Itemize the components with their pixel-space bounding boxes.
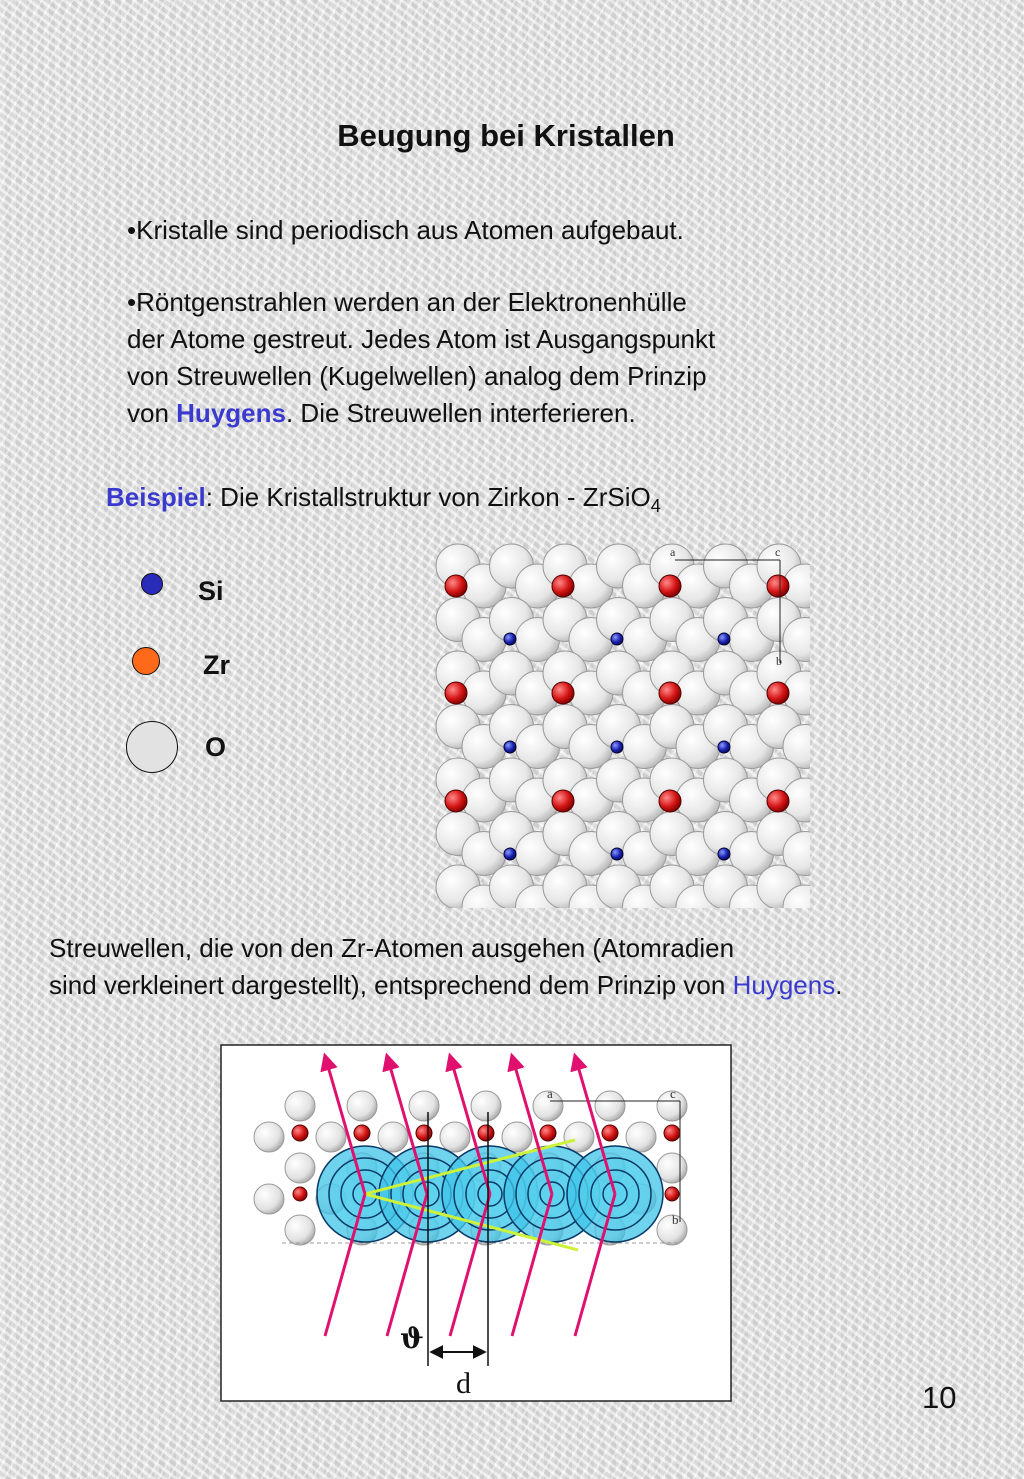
oxygen-atom — [378, 1122, 408, 1152]
distance-d-label: d — [456, 1367, 471, 1400]
zr-atom — [659, 790, 681, 812]
bullet-xray-scattering — [127, 284, 715, 432]
oxygen-atom — [254, 1122, 284, 1152]
o-legend-dot — [126, 721, 178, 773]
zr-atom — [478, 1125, 494, 1141]
oxygen-atom — [347, 1091, 377, 1121]
huygens-highlight: Huygens — [176, 398, 286, 428]
zr-atom — [445, 575, 467, 597]
oxygen-atom — [440, 1122, 470, 1152]
zr-atom — [416, 1125, 432, 1141]
zr-atom — [664, 1125, 680, 1141]
page-title: Beugung bei Kristallen — [337, 118, 675, 153]
zr-atom — [540, 1125, 556, 1141]
para2-line1: Streuwellen, die von den Zr-Atomen ausgehen (Atomradien — [49, 933, 735, 963]
bullet2-line4-pre: von — [127, 398, 177, 428]
page-number: 10 — [922, 1380, 957, 1415]
oxygen-atom — [657, 1153, 687, 1183]
axis-b-label: b — [776, 654, 782, 668]
bullet2-line3: von Streuwellen (Kugelwellen) analog dem Prinzip — [127, 361, 707, 391]
si-atom — [718, 741, 730, 753]
si-atom — [718, 633, 730, 645]
zr-legend-label: Zr — [203, 650, 230, 680]
zr-atom — [292, 1125, 308, 1141]
para2-line2 — [49, 967, 842, 1004]
scattering-paragraph — [49, 930, 842, 1004]
zr-atom — [293, 1187, 307, 1201]
oxygen-atom — [502, 1122, 532, 1152]
si-legend-dot — [141, 573, 163, 595]
oxygen-atom — [471, 1091, 501, 1121]
zr-atom — [767, 575, 789, 597]
si-legend-label: Si — [198, 576, 224, 606]
zr-atom — [767, 790, 789, 812]
oxygen-atom — [285, 1215, 315, 1245]
oxygen-atom — [409, 1091, 439, 1121]
example-subscript: 4 — [650, 496, 661, 516]
oxygen-atom — [564, 1122, 594, 1152]
zircon-crystal-structure — [430, 538, 810, 908]
oxygen-atom — [285, 1153, 315, 1183]
example-heading — [106, 482, 661, 517]
para2-line2-pre: sind verkleinert dargestellt), entsprechend dem Prinzip von — [49, 970, 733, 1000]
si-atom — [504, 848, 516, 860]
zr-atom — [552, 575, 574, 597]
example-text: : Die Kristallstruktur von Zirkon - ZrSiO — [205, 482, 651, 512]
zr-atom — [602, 1125, 618, 1141]
huygens-link-text: Huygens — [732, 970, 836, 1000]
zr-atom — [445, 790, 467, 812]
diagram-axis-b: b — [672, 1212, 679, 1227]
bullet-crystals-periodic: •Kristalle sind periodisch aus Atomen aufgebaut. — [127, 215, 684, 245]
bullet2-line1: •Röntgenstrahlen werden an der Elektronenhülle — [127, 287, 687, 317]
zr-atom — [552, 682, 574, 704]
si-atom — [611, 741, 623, 753]
bullet2-line2: der Atome gestreut. Jedes Atom ist Ausgangspunkt — [127, 324, 716, 354]
zr-atom — [659, 575, 681, 597]
zr-legend-dot — [132, 647, 160, 675]
si-atom — [611, 633, 623, 645]
si-atom — [718, 848, 730, 860]
diagram-axis-a: a — [547, 1086, 553, 1101]
bullet2-line4-post: . Die Streuwellen interferieren. — [285, 398, 636, 428]
zr-atom — [659, 682, 681, 704]
example-label: Beispiel — [106, 482, 206, 512]
o-legend-label: O — [205, 732, 227, 762]
zr-atom — [354, 1125, 370, 1141]
si-atom — [504, 741, 516, 753]
diffraction-diagram — [220, 1044, 732, 1402]
oxygen-atom — [316, 1122, 346, 1152]
zr-atom — [552, 790, 574, 812]
diagram-axis-c: c — [670, 1086, 676, 1101]
zr-atom — [445, 682, 467, 704]
zr-atom — [767, 682, 789, 704]
zr-atom — [665, 1187, 679, 1201]
axis-c-label: c — [775, 545, 781, 559]
oxygen-atom — [595, 1091, 625, 1121]
para2-line2-post: . — [835, 970, 843, 1000]
bullet2-line4 — [127, 395, 715, 432]
theta-angle-symbol: ϑ — [400, 1322, 424, 1355]
oxygen-atom — [626, 1122, 656, 1152]
oxygen-atom — [285, 1091, 315, 1121]
si-atom — [611, 848, 623, 860]
axis-a-label: a — [670, 545, 676, 559]
oxygen-atom — [254, 1184, 284, 1214]
si-atom — [504, 633, 516, 645]
